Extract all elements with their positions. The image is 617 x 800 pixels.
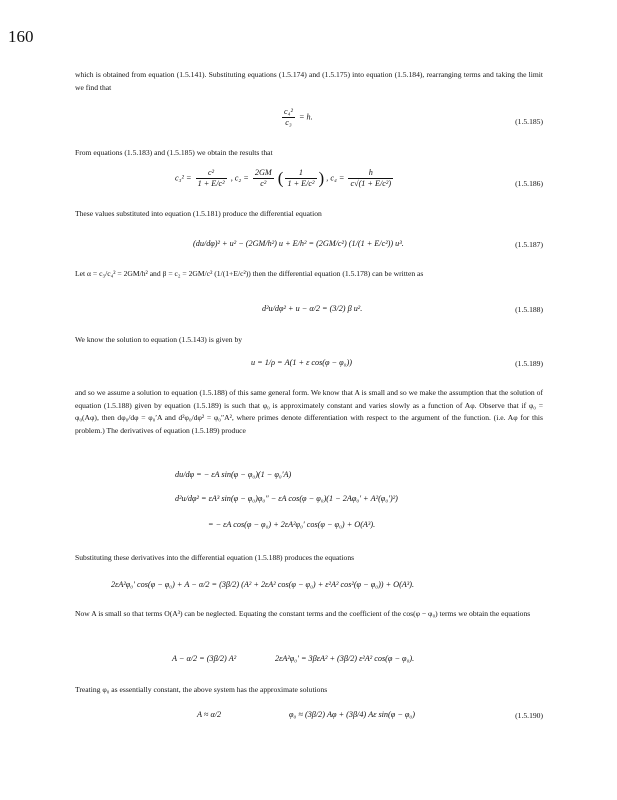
numerator: 2GM xyxy=(254,168,272,177)
fraction xyxy=(196,168,227,189)
page-number: 160 xyxy=(8,27,34,46)
derivative-d2u-approx: = − εA cos(φ − φ₀) + 2εA²φ₀′ cos(φ − φ₀) + O(A³). xyxy=(208,520,376,529)
equation-number: (1.5.190) xyxy=(515,711,543,720)
equation-system xyxy=(75,648,543,672)
denominator: c₃ xyxy=(285,118,292,127)
paragraph-3: These values substituted into equation (1.5.181) produce the differential equation xyxy=(75,209,322,218)
fraction xyxy=(282,107,295,128)
equation-rhs: = h. xyxy=(298,112,313,122)
paragraph-6: and so we assume a solution to equation (1.5.188) of this same general form. We know that A is small and so we make the assumption that the solution of equation (1.5.188) given by equation (1.5.189) is such that φ₀ is approximately constant and varies slowly as a function of Aφ. Observe that if φ₀ = φ₀(Aφ), then dφ₀/dφ = φ₀′A and d²φ₀/dφ² = φ₀″A², where primes denote differentiation with respect to the argument of the function. (i.e. Aφ for this problem.) The derivatives of equation (1.5.189) produce xyxy=(75,388,543,435)
equation-1-5-187 xyxy=(75,232,543,260)
paragraph-8: Now A is small so that terms O(A³) can be neglected. Equating the constant terms and the coefficient of the cos(φ − φ₀) terms we obtain the equations xyxy=(75,609,531,618)
numerator: h xyxy=(348,168,393,179)
derivative-d2u: d²u/dφ² = εA³ sin(φ − φ₀)φ₀″ − εA cos(φ − φ₀)(1 − 2Aφ₀′ + A²(φ₀′)²) xyxy=(175,494,398,503)
fraction xyxy=(285,168,316,189)
equation-number: (1.5.187) xyxy=(515,240,543,249)
equation-number: (1.5.188) xyxy=(515,305,543,314)
derivative-equations xyxy=(75,466,543,546)
substituted-equation xyxy=(75,574,543,598)
equation-1-5-188 xyxy=(75,298,543,322)
paragraph-2: From equations (1.5.183) and (1.5.185) we obtain the results that xyxy=(75,148,273,157)
fraction xyxy=(348,168,393,189)
equation-number: (1.5.185) xyxy=(515,117,543,126)
system-left: A − α/2 = (3β/2) A² xyxy=(172,654,237,663)
paragraph-7: Substituting these derivatives into the differential equation (1.5.188) produces the equations xyxy=(75,553,355,562)
equation-body: (du/dφ)² + u² − (2GM/h²) u + E/h² = (2GM/c²) (1/(1 + E/c²)) u³. xyxy=(193,239,404,248)
numerator: 1 xyxy=(285,168,316,179)
equation-number: (1.5.186) xyxy=(515,179,543,188)
paragraph-9: Treating φ₀ as essentially constant, the above system has the approximate solutions xyxy=(75,685,328,694)
equation-body: u = 1/ρ = A(1 + ε cos(φ − φ₀)) xyxy=(251,358,352,367)
equation-1-5-185 xyxy=(75,107,543,135)
numerator: c₄² xyxy=(284,107,293,116)
equation-term: , c₂ = xyxy=(230,173,249,183)
equation-number: (1.5.189) xyxy=(515,359,543,368)
equation-1-5-189 xyxy=(75,352,543,378)
paragraph-1: which is obtained from equation (1.5.141). Substituting equations (1.5.174) and (1.5.175) into equation (1.5.184), rearranging terms and taking the limit we find that xyxy=(75,70,543,92)
equation-term: c₃² = xyxy=(175,173,192,183)
denominator: 1 + E/c² xyxy=(197,179,225,188)
denominator: c² xyxy=(260,179,267,188)
paragraph-4: Let α = c₃/c₄² = 2GM/h² and β = c₂ = 2GM/c² (1/(1+E/c²)) then the differential equation (1.5.178) can be written as xyxy=(75,269,424,278)
paragraph-5: We know the solution to equation (1.5.143) is given by xyxy=(75,335,243,344)
equation-body: d²u/dφ² + u − α/2 = (3/2) β u². xyxy=(262,304,363,313)
equation-1-5-186 xyxy=(75,166,543,202)
paren-right: ) xyxy=(318,168,325,188)
fraction xyxy=(253,168,274,189)
solution-A: A ≈ α/2 xyxy=(197,710,222,719)
solution-phi0: φ₀ ≈ (3β/2) Aφ + (3β/4) Aε sin(φ − φ₀) xyxy=(289,710,415,719)
derivative-du: du/dφ = − εA sin(φ − φ₀)(1 − φ₀′A) xyxy=(175,470,292,479)
numerator: c² xyxy=(196,168,227,179)
equation-body: 2εA²φ₀′ cos(φ − φ₀) + A − α/2 = (3β/2) (A² + 2εA² cos(φ − φ₀) + ε²A² cos²(φ − φ₀)) + O(A³). xyxy=(111,580,415,589)
denominator: 1 + E/c² xyxy=(287,179,315,188)
equation-1-5-190 xyxy=(75,704,543,728)
system-right: 2εA²φ₀′ = 3βεA² + (3β/2) ε²A² cos(φ − φ₀). xyxy=(275,654,415,663)
equation-term: , c₄ = xyxy=(326,173,345,183)
paren-left: ( xyxy=(277,168,284,188)
denominator: c√(1 + E/c²) xyxy=(350,179,392,188)
